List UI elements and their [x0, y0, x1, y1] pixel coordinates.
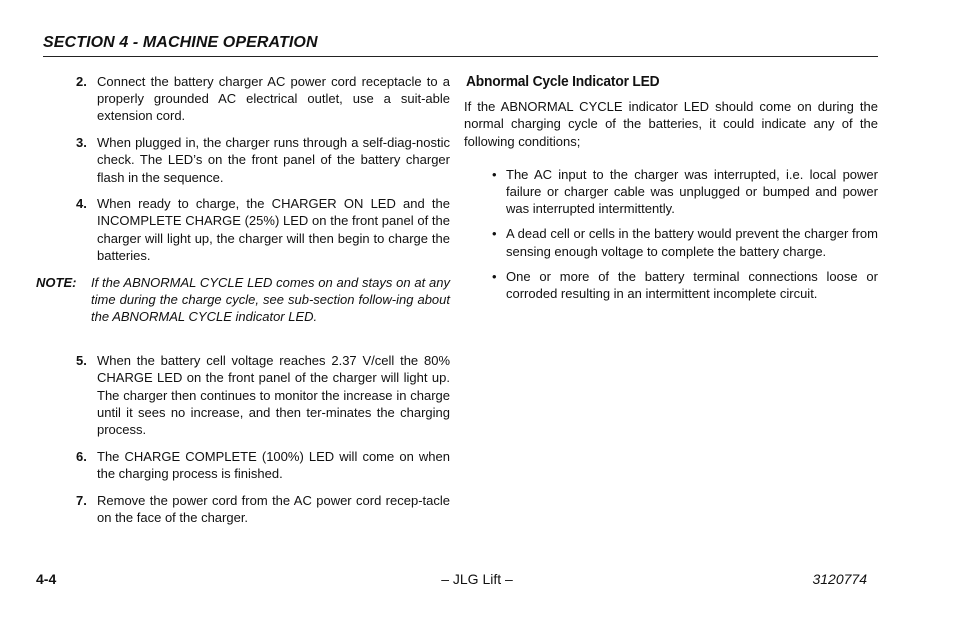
bullet-icon: • — [492, 268, 497, 284]
section-title: SECTION 4 - MACHINE OPERATION — [43, 34, 318, 51]
step-6 — [36, 448, 450, 482]
page-number: 4-4 — [36, 571, 57, 587]
step-number: 4. — [76, 196, 87, 212]
step-text: When the battery cell voltage reaches 2.37 V/cell the 80% CHARGE LED on the front panel of the charger will light up. The charger then continues to monitor the increase in charge until it sees no increase, and then ter-minates the charging process. — [97, 353, 450, 437]
bullet-icon: • — [492, 166, 497, 182]
step-text: When plugged in, the charger runs through a self-diag-nostic check. The LED’s on the front panel of the battery charger flash in the sequence. — [97, 135, 450, 185]
page-header — [43, 34, 878, 57]
left-column — [36, 73, 450, 535]
step-number: 2. — [76, 74, 87, 89]
list-item — [492, 268, 878, 302]
step-3 — [36, 134, 450, 186]
bullet-text: One or more of the battery terminal connections loose or corroded resulting in an intermittent incomplete circuit. — [506, 268, 878, 302]
intro-paragraph: If the ABNORMAL CYCLE indicator LED should come on during the normal charging cycle of the batteries, it could indicate any of the following conditions; — [464, 99, 878, 149]
footer-brand: – JLG Lift – — [441, 571, 513, 587]
step-number: 7. — [76, 492, 87, 508]
note-block — [36, 274, 450, 326]
note-text: If the ABNORMAL CYCLE LED comes on and stays on at any time during the charge cycle, see sub-section follow-ing about the ABNORMAL CYCLE indicator LED. — [91, 274, 450, 324]
bullet-text: The AC input to the charger was interrupted, i.e. local power failure or charger cable was unplugged or bumped and power was interrupted intermittently. — [506, 166, 878, 217]
subsection-heading: Abnormal Cycle Indicator LED — [466, 73, 660, 90]
bullet-icon: • — [492, 226, 497, 242]
step-5 — [36, 352, 450, 438]
step-text: The CHARGE COMPLETE (100%) LED will come on when the charging process is finished. — [97, 448, 450, 481]
list-item — [492, 166, 878, 218]
step-number: 6. — [76, 448, 87, 464]
step-text: Connect the battery charger AC power cord receptacle to a properly grounded AC electrical outlet, use a suit-able extension cord. — [97, 74, 450, 124]
note-label: NOTE: — [36, 274, 77, 290]
right-column — [464, 73, 878, 310]
document-number: 3120774 — [812, 571, 867, 587]
step-number: 5. — [76, 353, 87, 369]
step-2 — [36, 73, 450, 125]
step-4 — [36, 195, 450, 264]
bullet-text: A dead cell or cells in the battery would prevent the charger from sensing enough voltage to complete the battery charge. — [506, 226, 878, 259]
list-item — [492, 225, 878, 259]
step-7 — [36, 492, 450, 526]
step-text: Remove the power cord from the AC power cord recep-tacle on the face of the charger. — [97, 492, 450, 525]
step-text: When ready to charge, the CHARGER ON LED and the INCOMPLETE CHARGE (25%) LED on the front panel of the charger will light up, the charger will then begin to charge the batteries. — [97, 196, 450, 263]
step-number: 3. — [76, 135, 87, 151]
